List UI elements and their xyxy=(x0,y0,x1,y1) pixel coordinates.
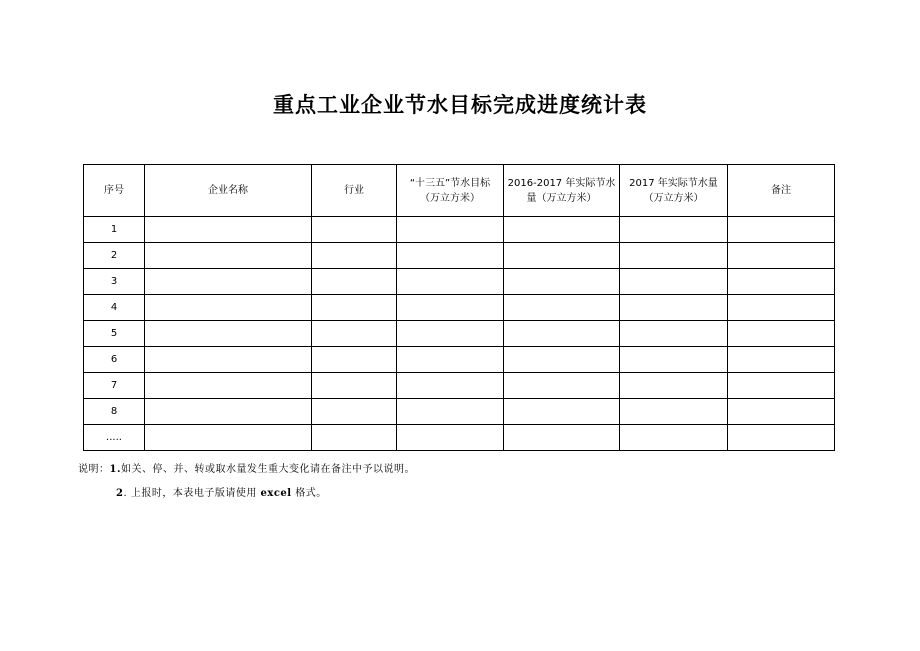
table-row xyxy=(84,347,835,373)
row-index-cell: 8 xyxy=(84,399,145,425)
row-index-cell: 5 xyxy=(84,321,145,347)
row-index-cell: 3 xyxy=(84,269,145,295)
row-index-cell: 7 xyxy=(84,373,145,399)
table-cell[interactable] xyxy=(620,399,728,425)
note-line-2 xyxy=(78,487,415,501)
note-text-1: 如关、停、并、转或取水量发生重大变化请在备注中予以说明。 xyxy=(120,464,415,475)
table-cell[interactable] xyxy=(397,399,504,425)
table-cell[interactable] xyxy=(145,269,312,295)
table-cell[interactable] xyxy=(397,373,504,399)
table-cell[interactable] xyxy=(728,399,835,425)
table-cell[interactable] xyxy=(504,425,620,451)
note-text-2-before: . 上报时，本表电子版请使用 xyxy=(123,488,261,499)
header-industry xyxy=(312,165,397,217)
table-cell[interactable] xyxy=(504,217,620,243)
table-cell[interactable] xyxy=(145,217,312,243)
table-cell[interactable] xyxy=(312,295,397,321)
header-actual-2016-2017 xyxy=(504,165,620,217)
table-cell[interactable] xyxy=(397,269,504,295)
note-number-2: 2 xyxy=(116,488,124,499)
header-index xyxy=(84,165,145,217)
header-unit-label: （万立方米） xyxy=(420,192,480,204)
header-remarks xyxy=(728,165,835,217)
table-cell[interactable] xyxy=(504,347,620,373)
table-row xyxy=(84,243,835,269)
note-text-2-after: 格式。 xyxy=(291,488,327,499)
header-label: “十三五”节水目标 xyxy=(409,177,491,189)
header-label: 备注 xyxy=(771,185,791,196)
table-cell[interactable] xyxy=(504,399,620,425)
table-cell[interactable] xyxy=(145,347,312,373)
row-index-cell: 2 xyxy=(84,243,145,269)
table-cell[interactable] xyxy=(397,217,504,243)
table-cell[interactable] xyxy=(312,321,397,347)
row-index-cell: ..... xyxy=(84,425,145,451)
table-cell[interactable] xyxy=(620,295,728,321)
header-label: 2016-2017 年实际节水 xyxy=(507,177,616,189)
table-cell[interactable] xyxy=(145,425,312,451)
table-cell[interactable] xyxy=(620,269,728,295)
table-cell[interactable] xyxy=(397,321,504,347)
table-cell[interactable] xyxy=(145,399,312,425)
row-index-cell: 1 xyxy=(84,217,145,243)
table-cell[interactable] xyxy=(145,295,312,321)
table-row xyxy=(84,425,835,451)
header-label: 序号 xyxy=(104,185,124,196)
header-target xyxy=(397,165,504,217)
table-body xyxy=(84,217,835,451)
table-header-row xyxy=(84,165,835,217)
table-row xyxy=(84,295,835,321)
table-cell[interactable] xyxy=(504,269,620,295)
table-cell[interactable] xyxy=(728,321,835,347)
table-cell[interactable] xyxy=(620,217,728,243)
page-title: 重点工业企业节水目标完成进度统计表 xyxy=(273,93,647,117)
row-index-cell: 6 xyxy=(84,347,145,373)
header-actual-2017 xyxy=(620,165,728,217)
table-cell[interactable] xyxy=(728,243,835,269)
table-cell[interactable] xyxy=(397,295,504,321)
table-row xyxy=(84,269,835,295)
table-row xyxy=(84,373,835,399)
notes xyxy=(78,463,415,511)
table-cell[interactable] xyxy=(504,321,620,347)
table-cell[interactable] xyxy=(728,425,835,451)
table-cell[interactable] xyxy=(312,243,397,269)
table-cell[interactable] xyxy=(312,347,397,373)
table-cell[interactable] xyxy=(504,243,620,269)
table-cell[interactable] xyxy=(728,347,835,373)
table-cell[interactable] xyxy=(312,217,397,243)
table-cell[interactable] xyxy=(620,347,728,373)
table-cell[interactable] xyxy=(397,347,504,373)
note-prefix: 说明： xyxy=(78,464,110,475)
table-cell[interactable] xyxy=(728,269,835,295)
progress-statistics-table xyxy=(83,164,835,451)
header-company-name xyxy=(145,165,312,217)
table-cell[interactable] xyxy=(620,321,728,347)
row-index-cell: 4 xyxy=(84,295,145,321)
table-cell[interactable] xyxy=(728,217,835,243)
table-cell[interactable] xyxy=(312,373,397,399)
table-cell[interactable] xyxy=(312,399,397,425)
header-label: 行业 xyxy=(344,185,364,196)
table-cell[interactable] xyxy=(145,373,312,399)
table-cell[interactable] xyxy=(620,373,728,399)
table-cell[interactable] xyxy=(312,269,397,295)
table-cell[interactable] xyxy=(504,373,620,399)
table-cell[interactable] xyxy=(397,425,504,451)
table-cell[interactable] xyxy=(728,373,835,399)
note-number-1: 1. xyxy=(109,464,121,475)
note-line-1 xyxy=(78,463,415,477)
table-cell[interactable] xyxy=(728,295,835,321)
table-cell[interactable] xyxy=(620,243,728,269)
header-unit-label: （万立方米） xyxy=(643,192,704,204)
table-row xyxy=(84,399,835,425)
header-unit-label: 量（万立方米） xyxy=(526,192,597,204)
header-label: 2017 年实际节水量 xyxy=(629,177,718,189)
table-row xyxy=(84,217,835,243)
table-row xyxy=(84,321,835,347)
table-cell[interactable] xyxy=(145,321,312,347)
table-cell[interactable] xyxy=(504,295,620,321)
header-label: 企业名称 xyxy=(208,185,248,196)
note-excel-term: excel xyxy=(260,488,292,499)
table-cell[interactable] xyxy=(397,243,504,269)
table-cell[interactable] xyxy=(145,243,312,269)
table-cell[interactable] xyxy=(312,425,397,451)
table-cell[interactable] xyxy=(620,425,728,451)
